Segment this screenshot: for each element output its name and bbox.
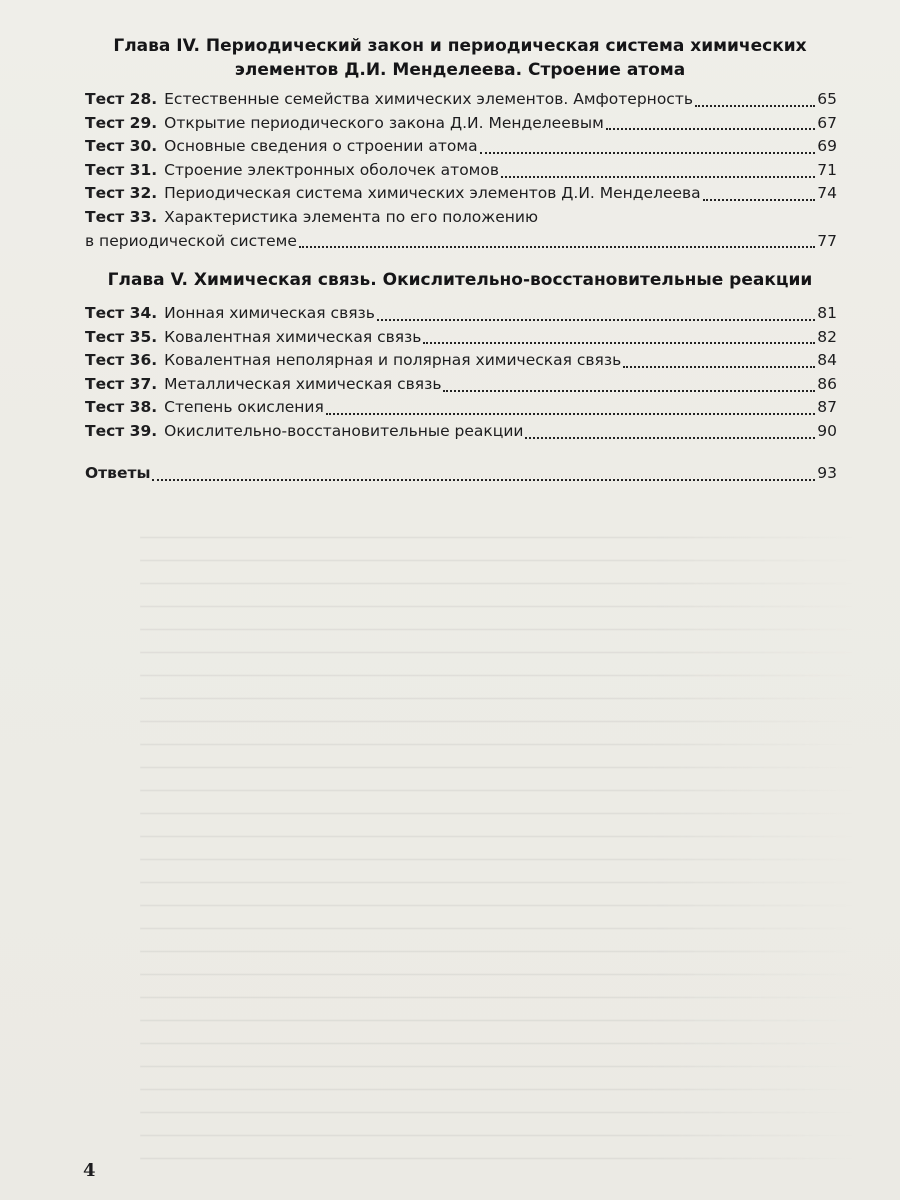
- toc-entry-answers: [85, 462, 837, 486]
- chapter-4-toc: [85, 88, 837, 253]
- toc-entry: [85, 206, 837, 230]
- page-ref: 74: [817, 184, 837, 203]
- toc-entry: [85, 349, 837, 373]
- dot-leader: [326, 413, 815, 415]
- chapter-5-toc: [85, 302, 837, 444]
- page-ref: 69: [817, 137, 837, 156]
- dot-leader: [501, 176, 815, 178]
- toc-entry: [85, 326, 837, 350]
- page-ref: 87: [817, 398, 837, 417]
- toc-entry-continuation: [85, 230, 837, 254]
- page-ref: 71: [817, 160, 837, 179]
- toc-entry: [85, 135, 837, 159]
- chapter-heading-line: Глава IV. Периодический закон и периодическая система химических: [113, 36, 807, 56]
- test-title: Периодическая система химических элементов Д.И. Менделеева: [164, 184, 701, 203]
- test-number: Тест 36.: [85, 351, 158, 370]
- test-number: Тест 31.: [85, 160, 158, 179]
- toc-entry: [85, 88, 837, 112]
- toc-entry: [85, 420, 837, 444]
- dot-leader: [695, 105, 815, 107]
- chapter-5-heading: [80, 268, 840, 292]
- test-number: Тест 35.: [85, 327, 158, 346]
- test-title: Ковалентная неполярная и полярная химическая связь: [164, 351, 622, 370]
- test-title-continuation: в периодической системе: [85, 231, 297, 250]
- test-title: Степень окисления: [164, 398, 324, 417]
- dot-leader: [623, 366, 815, 368]
- dot-leader: [423, 342, 815, 344]
- test-title: Открытие периодического закона Д.И. Менделеевым: [164, 113, 604, 132]
- test-number: Тест 34.: [85, 304, 158, 322]
- test-number: Тест 32.: [85, 184, 158, 203]
- test-title: Характеристика элемента по его положению: [164, 207, 538, 226]
- page-ref: 81: [817, 304, 837, 322]
- toc-entry: [85, 159, 837, 183]
- test-title: Ковалентная химическая связь: [164, 327, 422, 346]
- page-ref: 86: [817, 374, 837, 393]
- page-ref: 77: [817, 231, 837, 250]
- dot-leader: [299, 246, 815, 248]
- chapter-heading-line: Глава V. Химическая связь. Окислительно-восстановительные реакции: [107, 270, 813, 290]
- dot-leader: [443, 390, 815, 392]
- dot-leader: [480, 152, 816, 154]
- answers-title: Ответы: [85, 464, 151, 482]
- chapter-4-heading: [80, 34, 840, 82]
- dot-leader: [152, 479, 815, 481]
- toc-entry: [85, 182, 837, 206]
- test-number: Тест 33.: [85, 207, 158, 226]
- test-title: Основные сведения о строении атома: [164, 137, 478, 156]
- toc-entry: [85, 112, 837, 136]
- test-number: Тест 37.: [85, 374, 158, 393]
- dot-leader: [525, 437, 815, 439]
- dot-leader: [606, 128, 815, 130]
- test-title: Ионная химическая связь: [164, 304, 375, 322]
- page-number: 4: [83, 1160, 96, 1181]
- test-title: Окислительно-восстановительные реакции: [164, 421, 524, 440]
- test-number: Тест 30.: [85, 137, 158, 156]
- test-number: Тест 28.: [85, 90, 158, 108]
- page-ref: 65: [817, 90, 837, 108]
- test-title: Естественные семейства химических элементов. Амфотерность: [164, 90, 693, 108]
- dot-leader: [377, 319, 815, 321]
- page-ref: 90: [817, 421, 837, 440]
- dot-leader: [703, 199, 816, 201]
- test-number: Тест 38.: [85, 398, 158, 417]
- test-title: Металлическая химическая связь: [164, 374, 442, 393]
- test-title: Строение электронных оболочек атомов: [164, 160, 499, 179]
- page-ref: 84: [817, 351, 837, 370]
- toc-entry: [85, 302, 837, 326]
- test-number: Тест 29.: [85, 113, 158, 132]
- answers-section: [85, 462, 837, 486]
- bleed-through-text: [140, 520, 860, 1160]
- toc-entry: [85, 373, 837, 397]
- toc-entry: [85, 396, 837, 420]
- page-ref: 93: [817, 464, 837, 482]
- test-number: Тест 39.: [85, 421, 158, 440]
- chapter-heading-line: элементов Д.И. Менделеева. Строение атома: [234, 60, 686, 80]
- page-ref: 67: [817, 113, 837, 132]
- page-ref: 82: [817, 327, 837, 346]
